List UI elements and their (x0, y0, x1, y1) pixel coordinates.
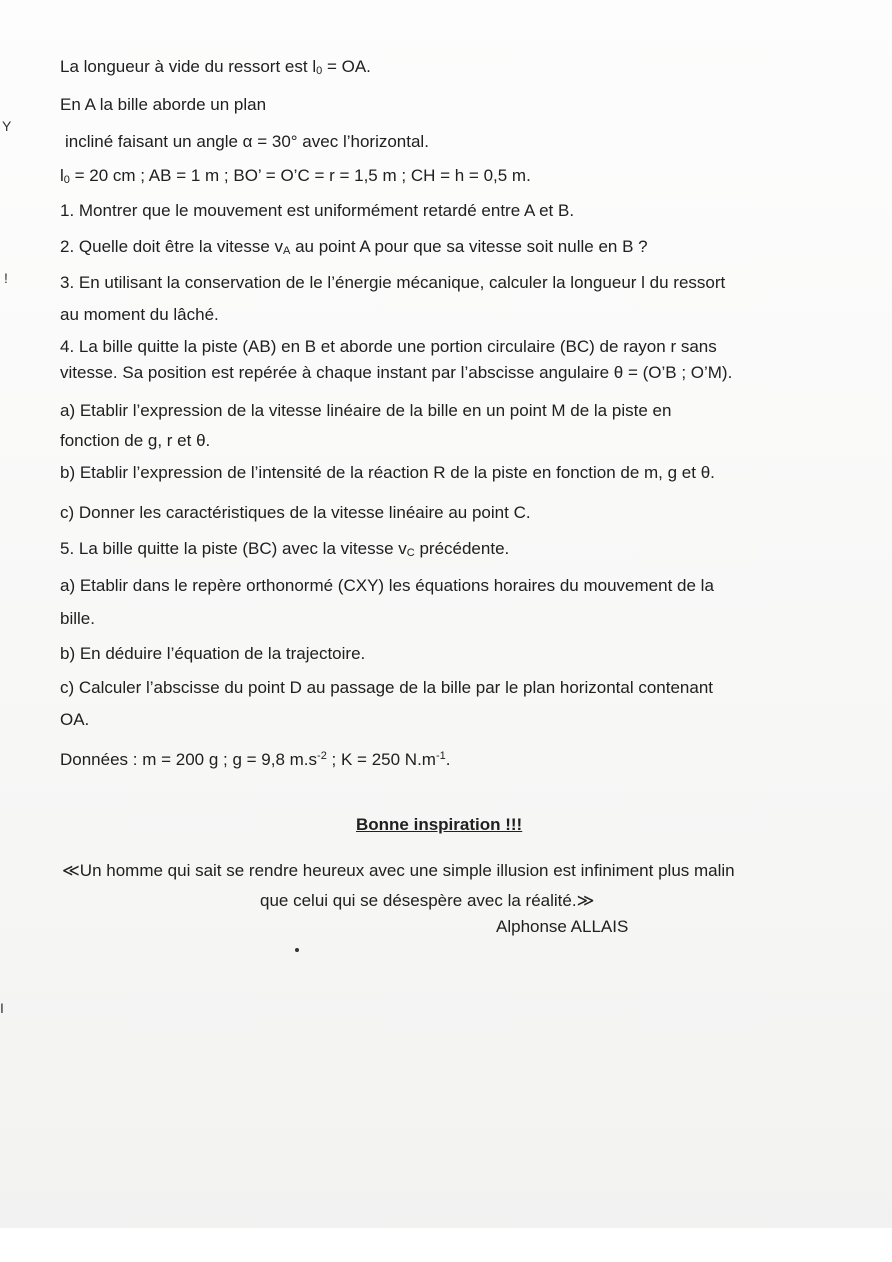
question-4a: a) Etablir l’expression de la vitesse linéaire de la bille en un point M de la piste en (60, 401, 672, 420)
text-segment: 2. Quelle doit être la vitesse v (60, 237, 284, 256)
margin-mark: Y (2, 118, 12, 134)
question-5a: a) Etablir dans le repère orthonormé (CXY) les équations horaires du mouvement de la (60, 576, 714, 595)
question-4b: b) Etablir l’expression de l’intensité de la réaction R de la piste en fonction de m, g et θ. (60, 463, 715, 482)
question-2 (60, 236, 648, 262)
closing-title: Bonne inspiration !!! (356, 815, 523, 834)
margin-mark: I (0, 1000, 4, 1016)
subscript: A (283, 245, 291, 257)
text-segment: précédente. (414, 539, 510, 558)
question-5 (60, 538, 509, 564)
quote-line-2: que celui qui se désespère avec la réalité.≫ (260, 891, 595, 910)
question-4: 4. La bille quitte la piste (AB) en B et aborde une portion circulaire (BC) de rayon r sans (60, 337, 717, 356)
question-4-cont: vitesse. Sa position est repérée à chaque instant par l’abscisse angulaire θ = (O’B ; O’M). (60, 363, 733, 382)
question-5c-cont: OA. (60, 710, 90, 729)
question-5a-cont: bille. (60, 609, 95, 628)
given-data (60, 746, 450, 770)
subscript: 0 (63, 174, 70, 186)
question-1: 1. Montrer que le mouvement est uniformément retardé entre A et B. (60, 201, 575, 220)
question-5c: c) Calculer l’abscisse du point D au passage de la bille par le plan horizontal contenant (60, 678, 713, 697)
subscript: C (406, 547, 415, 559)
question-4c: c) Donner les caractéristiques de la vitesse linéaire au point C. (60, 503, 531, 522)
text-line (60, 165, 531, 191)
question-5b: b) En déduire l’équation de la trajectoire. (60, 644, 366, 663)
quote-author: Alphonse ALLAIS (496, 917, 629, 936)
text-segment: au point A pour que sa vitesse soit nulle en B ? (290, 237, 648, 256)
text-segment: l (60, 166, 64, 185)
text-segment: . (445, 750, 451, 769)
superscript: -2 (317, 750, 327, 762)
text-segment: 5. La bille quitte la piste (BC) avec la vitesse v (60, 539, 407, 558)
question-4a-cont: fonction de g, r et θ. (60, 431, 211, 450)
subscript: 0 (316, 65, 323, 77)
text-segment: ; K = 250 N.m (326, 750, 436, 769)
text-segment: La longueur à vide du ressort est l (60, 57, 317, 76)
margin-mark: ! (4, 270, 8, 286)
text-segment: = OA. (322, 57, 371, 76)
text-line: En A la bille aborde un plan (60, 95, 267, 114)
text-line: incliné faisant un angle α = 30° avec l’horizontal. (65, 132, 429, 151)
superscript: -1 (435, 750, 446, 762)
question-3: 3. En utilisant la conservation de le l’énergie mécanique, calculer la longueur l du ressort (60, 273, 726, 292)
text-segment: = 20 cm ; AB = 1 m ; BO’ = O’C = r = 1,5 m ; CH = h = 0,5 m. (69, 166, 531, 185)
text-segment: Données : m = 200 g ; g = 9,8 m.s (60, 750, 318, 769)
text-line (60, 56, 371, 82)
page-bottom-edge (0, 1228, 892, 1262)
quote-line-1: ≪Un homme qui sait se rendre heureux avec une simple illusion est infiniment plus malin (62, 861, 735, 880)
scan-speck (295, 948, 299, 952)
question-3-cont: au moment du lâché. (60, 305, 219, 324)
